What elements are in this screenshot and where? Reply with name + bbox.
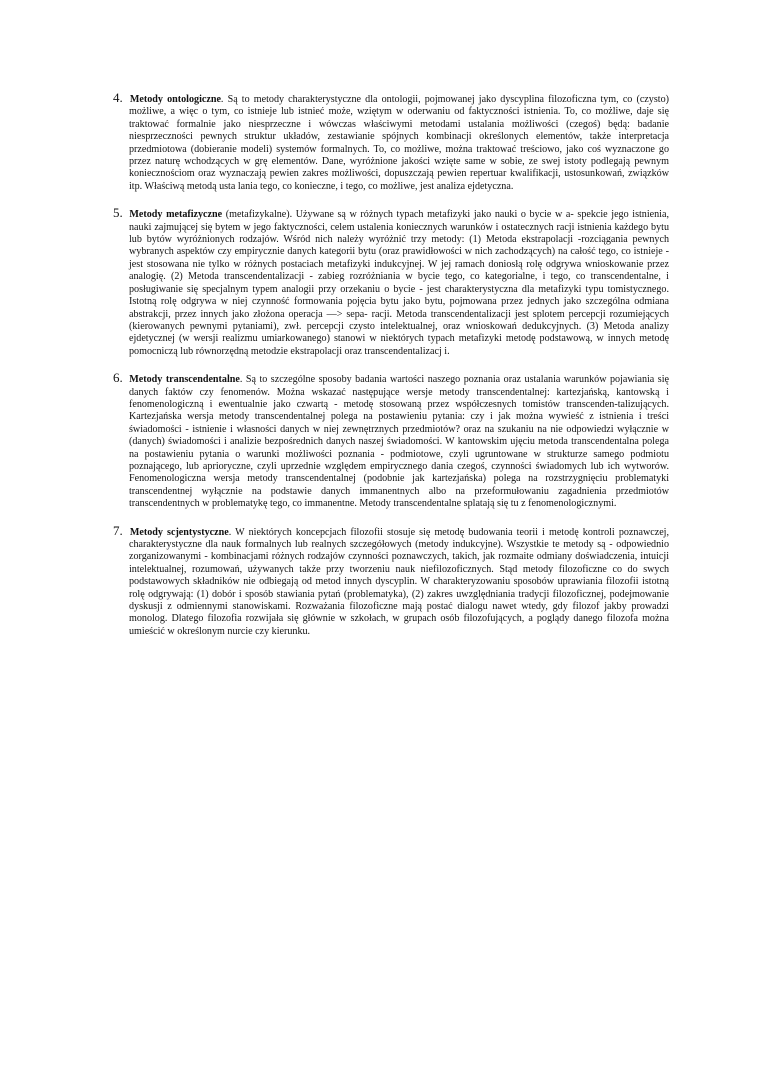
section-text: . Są to szczególne sposoby badania wartości naszego poznania oraz ustalania warunków pojawiania się danych faktów czy fenomenów. Można wskazać następujące wersje metody transcendentalnej: kartezjańską, kantowską i fenomenologiczną i ewentualnie jako czwartą - metodę stosowaną przez współczesnych tomistów transcenden-talizujących. Kartezjańska wersja metody transcendentalnej polega na postawieniu pytania: czy i jak można wywieść z istnienia i treści świadomości - istnienie i własności danych w niej zewnętrznych przedmiotów? oraz na szukaniu na nie odpowiedzi wyłącznie w (danych) świadomości i analizie bezpośrednich danych naszej świadomości. W kantowskim ujęciu metoda transcendentalna polega na postawieniu pytania o warunki możliwości poznania - podmiotowe, czyli ugruntowane w strukturze samego podmiotu poznającego, lub aprioryczne, czyli uprzednie względem empirycznego dania czegoś, czynności świadomych lub ich wytworów. Fenomenologiczna wersja metody transcendentalnej (podobnie jak kartezjańska) polega na rozstrzygnięciu problematyki transcendentnej wyłącznie na podstawie danych immanentnych albo na przeformułowaniu zagadnienia przedmiotów transcendentnych w problematykę tego, co immanentne. Metody transcendentalne splatają się tu z fenomenologicznymi. bbox=[129, 374, 669, 510]
section-number: 4. bbox=[113, 90, 123, 105]
section-text: . W niektórych koncepcjach filozofii stosuje się metodę budowania teorii i metodę kontroli poznawczej, charakterystyczne dla nauk formalnych lub realnych szczegółowych (metody indukcyjne). Wszystkie te metody są - odpowiednio zorganizowanymi - kombinacjami różnych rodzajów czynności poznawczych, takich, jak rozmaite odmiany doświadczenia, intuicji intelektualnej, rozumowań, używanych także przy tworzeniu nauk niefilozoficznych. Stąd metody filozoficzne co do swych podstawowych składników nie odbiegają od metod innych dyscyplin. W charakteryzowaniu sposobów uprawiania filozofii istotną rolę odgrywają: (1) dobór i sposób stawiania pytań (problematyka), (2) zakres uwzględniania tradycji filozoficznej, podejmowanie dyskusji z odmiennymi stanowiskami. Rozważania filozoficzne mają postać dialogu nawet wtedy, gdy filozof jakby prowadzi monolog. Dlatego filozofia rozwijała się głównie w szkołach, w grupach osób filozofujących, a poglądy danego filozofa można umieścić w określonym nurcie czy kierunku. bbox=[129, 526, 669, 637]
section-text: . Są to metody charakterystyczne dla ontologii, pojmowanej jako dyscyplina filozoficzna tym, co (czysto) możliwe, a więc o tym, co istnieje lub istnieć może, wziętym w oderwaniu od faktyczności istnienia. To, co możliwe, daje się traktować formalnie jako niesprzeczne i wówczas właściwymi metodami ustalania możliwości (czegoś) będą: badanie niesprzeczności pewnych struktur układów, zestawianie spójnych kombinacji określonych elementów, także interpretacja przedmiotowa (dobieranie modeli) systemów formalnych. To, co możliwe, można traktować treściowo, jako coś wyznaczone go przez naturę wchodzących w grę elementów. Dane, wyróżnione jakości wzięte same w sobie, ze swej istoty podlegają pewnym koniecznościom oraz wyznaczają pewien zakres możliwości, dopuszczają pewien repertuar kwalifikacji, ustosunkowań, związków itp. Właściwą metodą usta lania tego, co konieczne, i tego, co możliwe, jest analiza ejdetyczna. bbox=[129, 94, 669, 192]
section-7-scientistic-methods bbox=[113, 522, 669, 639]
section-number: 5. bbox=[113, 205, 123, 221]
section-title: Metody scjentystyczne bbox=[129, 526, 229, 538]
section-6-transcendental-methods bbox=[113, 372, 669, 510]
section-number: 7. bbox=[113, 522, 123, 538]
section-title: Metody metafizyczne bbox=[129, 209, 223, 221]
section-5-metaphysical-methods bbox=[113, 207, 669, 358]
section-title: Metody transcendentalne bbox=[129, 374, 240, 386]
section-4-ontological-methods bbox=[113, 92, 669, 193]
section-number: 6. bbox=[113, 370, 123, 386]
document-body bbox=[113, 92, 669, 652]
section-title: Metody ontologiczne bbox=[129, 94, 221, 105]
section-text: (metafizykalne). Używane są w różnych typach metafizyki jako nauki o bycie w a- spekcie jego istnienia, nauki zajmującej się bytem w jego faktyczności, celem ustalenia koniecznych warunków i ostatecznych racji istnienia każdego bytu lub bytów wyróżnionych rodzajów. Wśród nich należy wyróżnić trzy metody: (1) Metoda ekstrapolacji -rozciągania pewnych wybranych aspektów czy empirycznie danych kategorii bytu (oraz prawidłowości w nich zachodzących) na całość tego, co istnieje - jest stosowana nie tylko w różnych postaciach metafizyki indukcyjnej. W jej ramach doniosłą rolę odgrywa wnioskowanie przez analogię. (2) Metoda transcendentalizacji - zabieg rozróżniania w bycie tego, co kategorialne, i tego, co transcendentalne, i posługiwanie się specjalnym typem analogii przy orzekaniu o bycie - jest charakterystyczna dla metafizyki typu tomistycznego. Istotną rolę odgrywa w niej czynność formowania pojęcia bytu jako bytu, pojmowana przez jednych jako szczególna odmiana abstrakcji, przez innych jako złożona operacja —> sepa- racji. Metoda transcendentalizacji jest splotem percepcji rozumiejących (kierowanych pewnymi pytaniami), zwł. percepcji czysto intelektualnej, oraz wnioskowań dedukcyjnych. (3) Metoda analizy ejdetycznej (w wersji realizmu umiarkowanego) stanowi w niektórych typach metafizyki metodę podstawową, w innych metodę pomocniczą lub równorzędną metodzie ekstrapolacji oraz transcendentalizacj i. bbox=[129, 209, 669, 357]
